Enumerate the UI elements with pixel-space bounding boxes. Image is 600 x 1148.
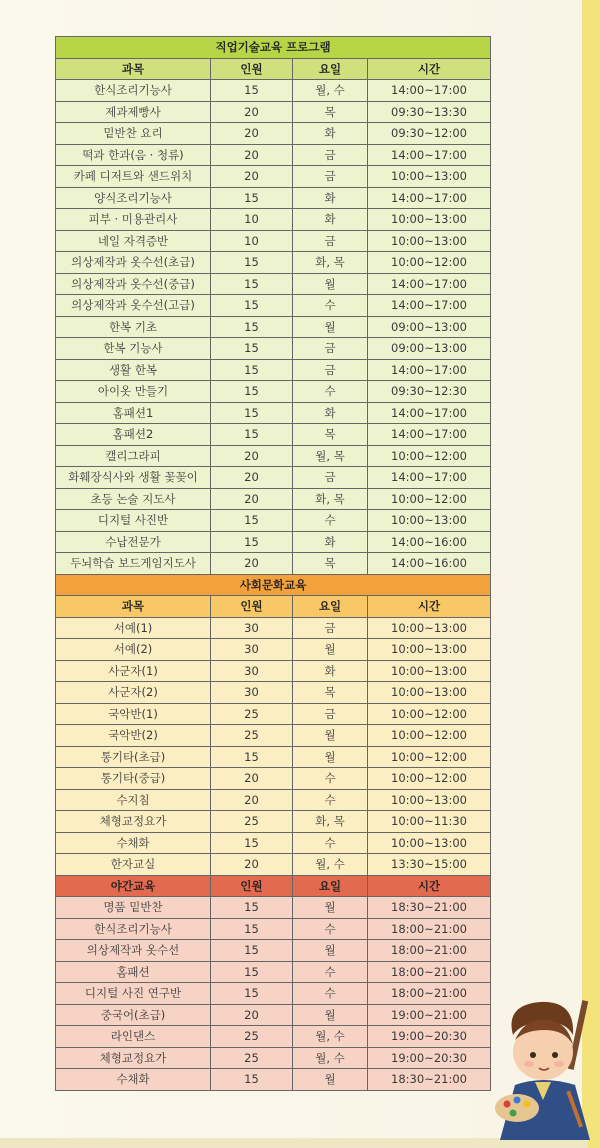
subject-cell: 사군자(1) [56, 660, 211, 682]
capacity-cell: 15 [211, 252, 293, 274]
subject-cell: 제과제빵사 [56, 101, 211, 123]
capacity-cell: 15 [211, 381, 293, 403]
day-cell: 월 [293, 940, 368, 962]
day-cell: 화 [293, 531, 368, 553]
capacity-cell: 15 [211, 338, 293, 360]
time-cell: 14:00~17:00 [368, 467, 491, 489]
subject-cell: 서예(1) [56, 617, 211, 639]
table-row [56, 1047, 491, 1069]
capacity-cell: 15 [211, 187, 293, 209]
table-row [56, 1069, 491, 1091]
subject-cell: 피부 · 미용관리사 [56, 209, 211, 231]
time-cell: 10:00~12:00 [368, 445, 491, 467]
subject-cell: 통기타(중급) [56, 768, 211, 790]
capacity-cell: 30 [211, 639, 293, 661]
time-cell: 10:00~12:00 [368, 252, 491, 274]
time-cell: 18:30~21:00 [368, 1069, 491, 1091]
table-row [56, 252, 491, 274]
capacity-cell: 30 [211, 660, 293, 682]
table-row [56, 789, 491, 811]
table-row [56, 940, 491, 962]
day-cell: 수 [293, 768, 368, 790]
time-cell: 10:00~13:00 [368, 682, 491, 704]
subject-cell: 떡과 한과(음 · 청류) [56, 144, 211, 166]
capacity-cell: 20 [211, 488, 293, 510]
table-row [56, 832, 491, 854]
table-row [56, 1004, 491, 1026]
day-cell: 화, 목 [293, 811, 368, 833]
subject-cell: 네일 자격증반 [56, 230, 211, 252]
subject-cell: 한복 기초 [56, 316, 211, 338]
header-day: 요일 [293, 875, 368, 897]
table-row [56, 811, 491, 833]
table-row [56, 166, 491, 188]
day-cell: 수 [293, 983, 368, 1005]
subject-cell: 의상제작과 옷수선 [56, 940, 211, 962]
subject-cell: 수채화 [56, 1069, 211, 1091]
table-row [56, 961, 491, 983]
header-day: 요일 [293, 596, 368, 618]
day-cell: 금 [293, 703, 368, 725]
day-cell: 목 [293, 424, 368, 446]
subject-cell: 통기타(초급) [56, 746, 211, 768]
subject-cell: 체형교정요가 [56, 1047, 211, 1069]
time-cell: 19:00~20:30 [368, 1026, 491, 1048]
capacity-cell: 10 [211, 230, 293, 252]
time-cell: 18:00~21:00 [368, 961, 491, 983]
capacity-cell: 15 [211, 359, 293, 381]
header-time: 시간 [368, 596, 491, 618]
time-cell: 10:00~13:00 [368, 832, 491, 854]
time-cell: 10:00~13:00 [368, 510, 491, 532]
day-cell: 월 [293, 316, 368, 338]
capacity-cell: 15 [211, 424, 293, 446]
section-title: 직업기술교육 프로그램 [56, 37, 491, 59]
table-row [56, 80, 491, 102]
subject-cell: 화훼장식사와 생활 꽃꽂이 [56, 467, 211, 489]
table-row [56, 682, 491, 704]
section-title-social [56, 574, 491, 596]
capacity-cell: 15 [211, 316, 293, 338]
day-cell: 금 [293, 144, 368, 166]
subject-cell: 의상제작과 옷수선(초급) [56, 252, 211, 274]
table-row [56, 746, 491, 768]
day-cell: 화 [293, 402, 368, 424]
day-cell: 금 [293, 166, 368, 188]
table-row [56, 209, 491, 231]
table-row [56, 639, 491, 661]
capacity-cell: 15 [211, 918, 293, 940]
table-row [56, 187, 491, 209]
time-cell: 10:00~12:00 [368, 768, 491, 790]
table-row [56, 725, 491, 747]
time-cell: 18:00~21:00 [368, 940, 491, 962]
time-cell: 14:00~17:00 [368, 359, 491, 381]
capacity-cell: 30 [211, 682, 293, 704]
capacity-cell: 20 [211, 467, 293, 489]
day-cell: 목 [293, 101, 368, 123]
capacity-cell: 25 [211, 811, 293, 833]
header-row-social [56, 596, 491, 618]
subject-cell: 홈패션 [56, 961, 211, 983]
header-capacity: 인원 [211, 596, 293, 618]
table-row [56, 101, 491, 123]
time-cell: 10:00~12:00 [368, 703, 491, 725]
day-cell: 월 [293, 1069, 368, 1091]
table-row [56, 338, 491, 360]
time-cell: 13:30~15:00 [368, 854, 491, 876]
subject-cell: 국악반(2) [56, 725, 211, 747]
subject-cell: 라인댄스 [56, 1026, 211, 1048]
day-cell: 월 [293, 746, 368, 768]
time-cell: 14:00~17:00 [368, 80, 491, 102]
subject-cell: 한복 기능사 [56, 338, 211, 360]
time-cell: 10:00~12:00 [368, 488, 491, 510]
subject-cell: 홈패션1 [56, 402, 211, 424]
table-row [56, 854, 491, 876]
capacity-cell: 15 [211, 1069, 293, 1091]
day-cell: 수 [293, 918, 368, 940]
subject-cell: 한식조리기능사 [56, 918, 211, 940]
capacity-cell: 15 [211, 295, 293, 317]
capacity-cell: 15 [211, 961, 293, 983]
day-cell: 월, 수 [293, 80, 368, 102]
capacity-cell: 20 [211, 1004, 293, 1026]
header-row-vocational [56, 58, 491, 80]
time-cell: 10:00~13:00 [368, 230, 491, 252]
time-cell: 09:00~13:00 [368, 316, 491, 338]
time-cell: 10:00~12:00 [368, 725, 491, 747]
subject-cell: 중국어(초급) [56, 1004, 211, 1026]
header-capacity: 인원 [211, 875, 293, 897]
day-cell: 월, 수 [293, 1026, 368, 1048]
capacity-cell: 20 [211, 768, 293, 790]
subject-cell: 체형교정요가 [56, 811, 211, 833]
subject-cell: 의상제작과 옷수선(중급) [56, 273, 211, 295]
table-row [56, 295, 491, 317]
time-cell: 14:00~17:00 [368, 144, 491, 166]
day-cell: 목 [293, 553, 368, 575]
subject-cell: 생활 한복 [56, 359, 211, 381]
capacity-cell: 15 [211, 832, 293, 854]
subject-cell: 양식조리기능사 [56, 187, 211, 209]
day-cell: 금 [293, 359, 368, 381]
capacity-cell: 30 [211, 617, 293, 639]
table-row [56, 316, 491, 338]
table-row [56, 445, 491, 467]
time-cell: 18:00~21:00 [368, 983, 491, 1005]
capacity-cell: 15 [211, 402, 293, 424]
day-cell: 화, 목 [293, 252, 368, 274]
table-row [56, 381, 491, 403]
day-cell: 화 [293, 660, 368, 682]
day-cell: 수 [293, 510, 368, 532]
time-cell: 14:00~16:00 [368, 531, 491, 553]
day-cell: 월, 수 [293, 854, 368, 876]
time-cell: 10:00~13:00 [368, 789, 491, 811]
subject-cell: 초등 논술 지도사 [56, 488, 211, 510]
time-cell: 14:00~17:00 [368, 402, 491, 424]
section-title-vocational [56, 37, 491, 59]
capacity-cell: 20 [211, 553, 293, 575]
program-schedule-table [55, 36, 491, 1091]
time-cell: 10:00~12:00 [368, 746, 491, 768]
table-row [56, 897, 491, 919]
day-cell: 월 [293, 273, 368, 295]
time-cell: 10:00~13:00 [368, 639, 491, 661]
time-cell: 14:00~17:00 [368, 295, 491, 317]
day-cell: 월, 수 [293, 1047, 368, 1069]
table-row [56, 359, 491, 381]
subject-cell: 밑반찬 요리 [56, 123, 211, 145]
day-cell: 화 [293, 209, 368, 231]
capacity-cell: 20 [211, 123, 293, 145]
time-cell: 18:30~21:00 [368, 897, 491, 919]
day-cell: 화, 목 [293, 488, 368, 510]
section-title: 사회문화교육 [56, 574, 491, 596]
capacity-cell: 25 [211, 1026, 293, 1048]
time-cell: 09:30~12:30 [368, 381, 491, 403]
capacity-cell: 25 [211, 703, 293, 725]
time-cell: 14:00~16:00 [368, 553, 491, 575]
subject-cell: 한식조리기능사 [56, 80, 211, 102]
time-cell: 14:00~17:00 [368, 424, 491, 446]
yellow-margin-strip [582, 0, 600, 1148]
table-row [56, 488, 491, 510]
table-row [56, 1026, 491, 1048]
header-subject: 과목 [56, 596, 211, 618]
day-cell: 화 [293, 187, 368, 209]
subject-cell: 수지침 [56, 789, 211, 811]
table-row [56, 273, 491, 295]
day-cell: 수 [293, 295, 368, 317]
time-cell: 10:00~13:00 [368, 166, 491, 188]
time-cell: 10:00~13:00 [368, 660, 491, 682]
subject-cell: 카페 디저트와 샌드위치 [56, 166, 211, 188]
table-row [56, 402, 491, 424]
capacity-cell: 25 [211, 1047, 293, 1069]
table-row [56, 144, 491, 166]
subject-cell: 국악반(1) [56, 703, 211, 725]
subject-cell: 캘리그라피 [56, 445, 211, 467]
header-capacity: 인원 [211, 58, 293, 80]
day-cell: 목 [293, 682, 368, 704]
table-row [56, 983, 491, 1005]
capacity-cell: 20 [211, 854, 293, 876]
capacity-cell: 15 [211, 983, 293, 1005]
time-cell: 10:00~13:00 [368, 209, 491, 231]
capacity-cell: 20 [211, 144, 293, 166]
day-cell: 금 [293, 467, 368, 489]
table-row [56, 553, 491, 575]
day-cell: 금 [293, 230, 368, 252]
day-cell: 수 [293, 789, 368, 811]
table-row [56, 123, 491, 145]
table-row [56, 660, 491, 682]
capacity-cell: 15 [211, 273, 293, 295]
day-cell: 화 [293, 123, 368, 145]
capacity-cell: 15 [211, 897, 293, 919]
table-row [56, 531, 491, 553]
subject-cell: 의상제작과 옷수선(고급) [56, 295, 211, 317]
capacity-cell: 20 [211, 166, 293, 188]
time-cell: 19:00~20:30 [368, 1047, 491, 1069]
time-cell: 09:00~13:00 [368, 338, 491, 360]
subject-cell: 수채화 [56, 832, 211, 854]
table-row [56, 768, 491, 790]
day-cell: 수 [293, 832, 368, 854]
capacity-cell: 15 [211, 80, 293, 102]
subject-cell: 서예(2) [56, 639, 211, 661]
table-row [56, 230, 491, 252]
header-subject: 과목 [56, 58, 211, 80]
capacity-cell: 20 [211, 101, 293, 123]
subject-cell: 홈패션2 [56, 424, 211, 446]
time-cell: 18:00~21:00 [368, 918, 491, 940]
capacity-cell: 25 [211, 725, 293, 747]
capacity-cell: 15 [211, 940, 293, 962]
subject-cell: 명품 밑반찬 [56, 897, 211, 919]
child-painter-illustration [495, 990, 600, 1140]
capacity-cell: 15 [211, 746, 293, 768]
subject-cell: 두뇌학습 보드게임지도사 [56, 553, 211, 575]
subject-cell: 아이옷 만들기 [56, 381, 211, 403]
table-row [56, 467, 491, 489]
day-cell: 수 [293, 381, 368, 403]
time-cell: 09:30~13:30 [368, 101, 491, 123]
capacity-cell: 20 [211, 789, 293, 811]
day-cell: 월 [293, 897, 368, 919]
capacity-cell: 15 [211, 510, 293, 532]
table-row [56, 617, 491, 639]
day-cell: 월 [293, 639, 368, 661]
day-cell: 금 [293, 338, 368, 360]
header-day: 요일 [293, 58, 368, 80]
table-row [56, 918, 491, 940]
header-time: 시간 [368, 875, 491, 897]
capacity-cell: 15 [211, 531, 293, 553]
time-cell: 14:00~17:00 [368, 187, 491, 209]
capacity-cell: 10 [211, 209, 293, 231]
time-cell: 19:00~21:00 [368, 1004, 491, 1026]
day-cell: 월 [293, 725, 368, 747]
table-row [56, 703, 491, 725]
time-cell: 10:00~13:00 [368, 617, 491, 639]
time-cell: 09:30~12:00 [368, 123, 491, 145]
day-cell: 금 [293, 617, 368, 639]
capacity-cell: 20 [211, 445, 293, 467]
time-cell: 10:00~11:30 [368, 811, 491, 833]
section-title-night: 야간교육 [56, 875, 211, 897]
time-cell: 14:00~17:00 [368, 273, 491, 295]
day-cell: 월 [293, 1004, 368, 1026]
day-cell: 수 [293, 961, 368, 983]
subject-cell: 디지털 사진반 [56, 510, 211, 532]
subject-cell: 수납전문가 [56, 531, 211, 553]
subject-cell: 사군자(2) [56, 682, 211, 704]
subject-cell: 한자교실 [56, 854, 211, 876]
table-row [56, 510, 491, 532]
table-row [56, 424, 491, 446]
subject-cell: 디지털 사진 연구반 [56, 983, 211, 1005]
header-time: 시간 [368, 58, 491, 80]
day-cell: 월, 목 [293, 445, 368, 467]
header-row-night [56, 875, 491, 897]
